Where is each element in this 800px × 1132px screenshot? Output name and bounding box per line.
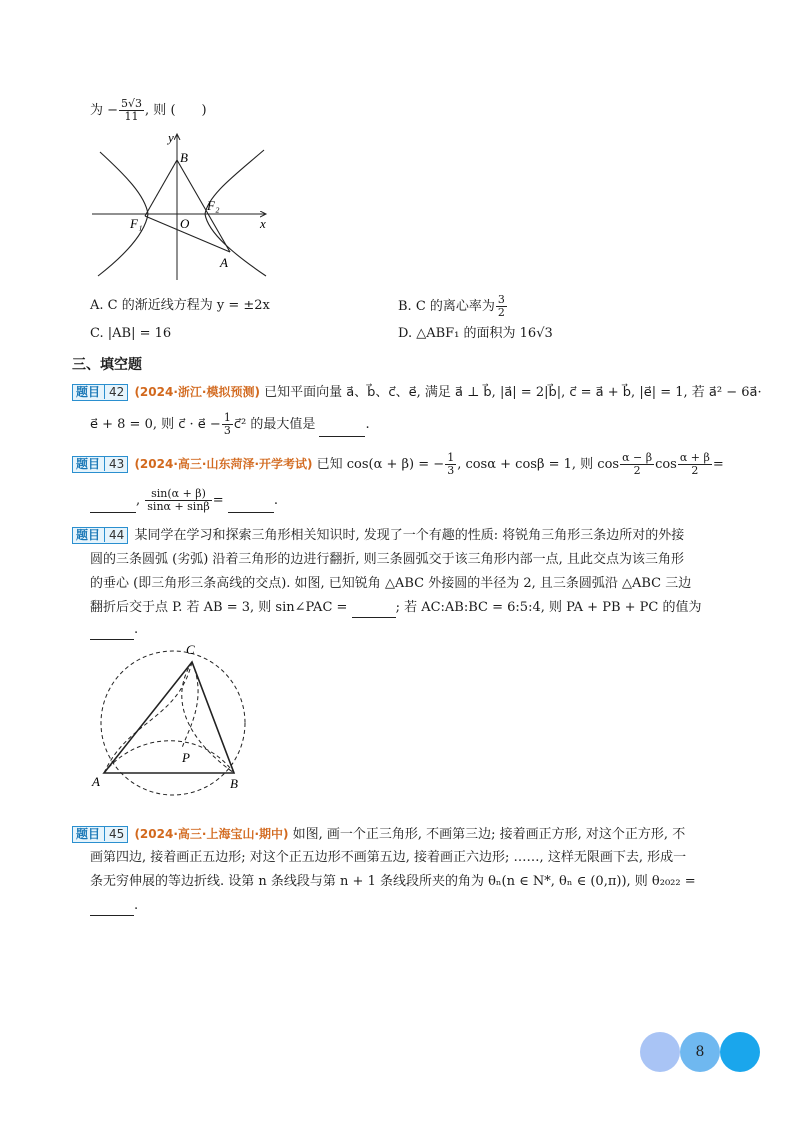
label-A: A <box>220 255 228 270</box>
page-circle-right <box>720 1032 760 1072</box>
question-44-line3: 的垂心 (即三角形三条高线的交点). 如图, 已知锐角 △ABC 外接圆的半径为 2, 且三条圆弧沿 △ABC 三边 <box>90 576 692 591</box>
question-tag: 题目 43 <box>72 456 128 473</box>
label-B: B <box>180 150 188 165</box>
question-44-line1: 题目 44 某同学在学习和探索三角形相关知识时, 发现了一个有趣的性质: 将锐角三角形三条边所对的外接 <box>72 526 684 546</box>
label-B: B <box>230 776 238 791</box>
question-44-line5: . <box>90 620 138 640</box>
hyperbola-graph <box>90 130 280 280</box>
section-title: 三、填空题 <box>72 357 142 373</box>
label-A: A <box>92 774 100 789</box>
question-tag: 题目 42 <box>72 384 128 401</box>
option-a: A. C 的渐近线方程为 y = ±2x <box>90 298 270 313</box>
option-c: C. |AB| = 16 <box>90 326 172 341</box>
triangle-abc <box>104 662 234 773</box>
answer-blank[interactable] <box>352 603 396 618</box>
option-b: B. C 的离心率为 $\frac{3}{2}$ <box>398 293 505 319</box>
answer-blank[interactable] <box>90 498 136 513</box>
label-F1: F₁ <box>130 216 143 231</box>
label-F2: F₂ <box>207 198 220 213</box>
question-tag: 题目 45 <box>72 826 128 843</box>
label-C: C <box>186 642 195 657</box>
answer-blank[interactable] <box>90 901 134 916</box>
label-y: y <box>168 130 174 145</box>
question-44-line2: 圆的三条圆弧 (劣弧) 沿着三角形的边进行翻折, 则三条圆弧交于该三角形内部一点, 且此交点为该三角形 <box>90 552 684 567</box>
question-45-line1: 题目 45 (2024·高三·上海宝山·期中) 如图, 画一个正三角形, 不画第三边; 接着画正方形, 对这个正方形, 不 <box>72 824 685 845</box>
question-45-line3: 条无穷伸展的等边折线. 设第 n 条线段与第 n + 1 条线段所夹的角为 θₙ(n ∈ N*, θₙ ∈ (0,π)), 则 θ₂₀₂₂ = <box>90 874 696 889</box>
label-O: O <box>180 216 190 231</box>
question-43-line2: , $\frac{\sin(\alpha + \beta)}{\sin\alpha + \sin\beta}$ = . <box>90 488 278 513</box>
right-branch <box>205 150 266 276</box>
question-tag: 题目 44 <box>72 527 128 544</box>
question-43-line1: 题目 43 (2024·高三·山东菏泽·开学考试) 已知 cos(α + β) = − $\frac{1}{3}$ , cosα + cosβ = 1, 则 cos $\frac{\alpha - \beta}{2}$ cos $\frac{\alpha + \beta}{2}$ = <box>72 452 724 477</box>
question-45-line2: 画第四边, 接着画正五边形; 对这个正五边形不画第五边, 接着画正六边形; ……, 这样无限画下去, 形成一 <box>90 850 687 865</box>
label-x: x <box>260 216 266 231</box>
intro-fraction: $\frac{5√3}{11}$ <box>121 97 143 123</box>
circle-triangle-figure <box>88 640 258 800</box>
page-number: 8 <box>695 1044 705 1060</box>
question-42-line1: 题目 42 (2024·浙江·模拟预测) 已知平面向量 a⃗、b⃗、c⃗、e⃗, 满足 a⃗ ⊥ b⃗, |a⃗| = 2|b⃗|, c⃗ = a⃗ + b⃗, |e⃗| = 1, 若 a⃗² − 6a⃗· <box>72 382 762 403</box>
question-42-line2: e⃗ + 8 = 0, 则 c⃗ · e⃗ − $\frac{1}{3}$ c⃗² 的最大值是 . <box>90 411 370 437</box>
question-45-line4: . <box>90 896 138 916</box>
prev-question-intro: 为 − $\frac{5√3}{11}$ , 则 ( ) <box>90 97 207 123</box>
answer-blank[interactable] <box>228 498 274 513</box>
answer-blank[interactable] <box>319 422 365 437</box>
answer-blank[interactable] <box>90 625 134 640</box>
label-P: P <box>182 750 190 765</box>
page-circle-left <box>640 1032 680 1072</box>
question-44-line4: 翻折后交于点 P. 若 AB = 3, 则 sin∠PAC = ; 若 AC:AB:BC = 6:5:4, 则 PA + PB + PC 的值为 <box>90 598 702 618</box>
option-d: D. △ABF₁ 的面积为 16√3 <box>398 326 553 341</box>
